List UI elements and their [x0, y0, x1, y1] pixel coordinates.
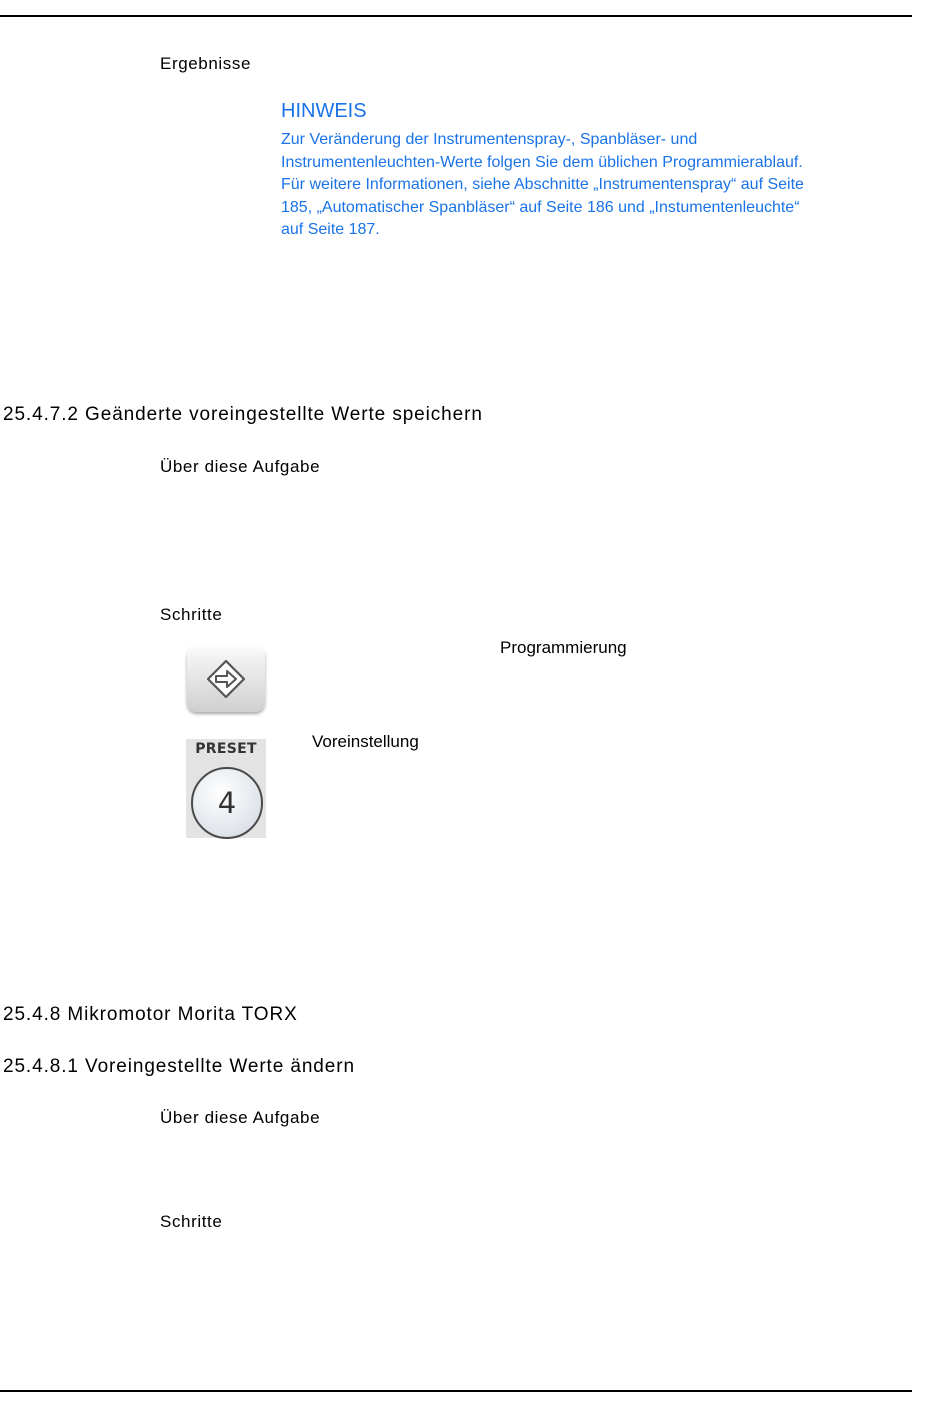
section-heading-2548: 25.4.8 Mikromotor Morita TORX [3, 1004, 298, 1025]
about-task-label-2: Über diese Aufgabe [160, 1108, 321, 1127]
section-heading-25472: 25.4.7.2 Geänderte voreingestellte Werte speichern [3, 404, 483, 425]
step-programming-text: Programmierung [500, 638, 627, 657]
steps-label: Schritte [160, 605, 223, 624]
note-line: Für weitere Informationen, siehe Abschnitte „Instrumentenspray“ auf Seite [281, 176, 804, 193]
note-body [281, 129, 901, 242]
note-line: auf Seite 187. [281, 221, 380, 238]
preset-4-button[interactable] [186, 739, 266, 838]
section-heading-25481: 25.4.8.1 Voreingestellte Werte ändern [3, 1056, 355, 1077]
preset-number: 4 [191, 767, 263, 839]
results-label: Ergebnisse [160, 54, 252, 73]
steps-label-2: Schritte [160, 1212, 223, 1231]
top-rule [0, 15, 912, 17]
note-line: Instrumentenleuchten-Werte folgen Sie dem üblichen Programmierablauf. [281, 153, 803, 171]
bottom-rule [0, 1390, 912, 1392]
programming-button[interactable] [187, 646, 265, 712]
note-line: 185, „Automatischer Spanbläser“ auf Seite 186 und „Instumentenleuchte“ [281, 198, 800, 216]
preset-title: PRESET [195, 741, 257, 757]
note-box [281, 100, 901, 242]
note-title: HINWEIS [281, 100, 367, 122]
enter-arrow-diamond-icon [204, 657, 248, 701]
note-line: Zur Veränderung der Instrumentenspray-, Spanbläser- und [281, 131, 698, 148]
about-task-label: Über diese Aufgabe [160, 457, 321, 476]
step-preset-text: Voreinstellung [312, 732, 419, 751]
